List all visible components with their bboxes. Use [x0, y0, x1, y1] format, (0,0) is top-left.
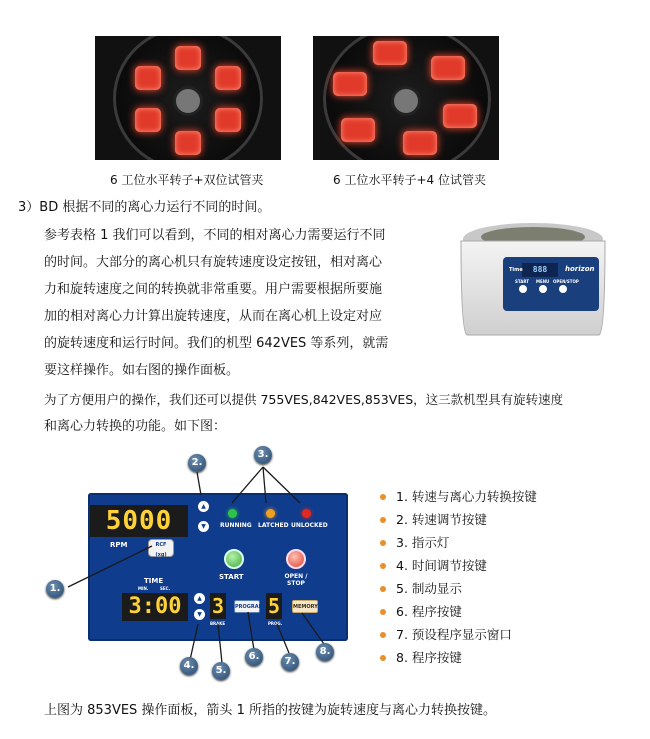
start-button[interactable]	[224, 549, 244, 569]
time-display: 3:00	[122, 593, 188, 621]
callout-5: 5.	[212, 662, 230, 680]
paragraph-line: 的时间。大部分的离心机只有旋转速度设定按钮，相对离心	[44, 255, 383, 270]
latched-label: LATCHED	[258, 522, 289, 529]
rpm-display: 5000	[90, 505, 188, 537]
bullet-icon	[380, 586, 386, 592]
time-down-button[interactable]: ▼	[194, 609, 205, 620]
left-photo-caption: 6 工位水平转子+双位试管夹	[110, 173, 264, 187]
time-label: TIME	[144, 577, 164, 585]
rpm-label: RPM	[110, 541, 128, 549]
callout-8: 8.	[316, 643, 334, 661]
rotor-photo-right	[313, 36, 499, 160]
bullet-icon	[380, 494, 386, 500]
legend-item: 7. 预设程序显示窗口	[378, 623, 537, 646]
program-label: PROG.	[268, 621, 283, 626]
rotor-photo-left	[95, 36, 281, 160]
bullet-icon	[380, 609, 386, 615]
legend-item: 1. 转速与离心力转换按键	[378, 485, 537, 508]
time-sec-label: SEC.	[160, 586, 171, 591]
unlocked-label: UNLOCKED	[291, 522, 328, 529]
rpm-up-button[interactable]: ▲	[198, 501, 209, 512]
start-label: START	[219, 573, 244, 581]
paragraph2-line: 和离心力转换的功能。如下图：	[44, 419, 227, 434]
footer-caption: 上图为 853VES 操作面板，箭头 1 所指的按键为旋转速度与离心力转换按键。	[44, 703, 496, 718]
legend-item: 8. 程序按键	[378, 646, 537, 669]
centrifuge-menu-button[interactable]	[539, 285, 547, 293]
panel-legend	[378, 485, 537, 669]
bullet-icon	[380, 655, 386, 661]
paragraph-line: 加的相对离心力计算出旋转速度，从而在离心机上设定对应	[44, 309, 383, 324]
centrifuge-display-label: Time	[509, 267, 523, 273]
rcf-button[interactable]: RCF (xg)	[148, 539, 174, 557]
section-heading: 3）BD 根据不同的离心力运行不同的时间。	[18, 200, 271, 215]
legend-item: 5. 制动显示	[378, 577, 537, 600]
paragraph-line: 要这样操作。如右图的操作面板。	[44, 363, 240, 378]
centrifuge-menu-label: MENU	[536, 279, 550, 284]
running-label: RUNNING	[220, 522, 252, 529]
callout-1: 1.	[46, 580, 64, 598]
centrifuge-display: 888	[522, 263, 558, 277]
bullet-icon	[380, 540, 386, 546]
bullet-icon	[380, 517, 386, 523]
right-photo-caption: 6 工位水平转子+4 位试管夹	[333, 173, 486, 187]
paragraph2-line: 为了方便用户的操作，我们还可以提供 755VES,842VES,853VES，这三款机型具有旋转速度	[44, 392, 564, 407]
centrifuge-open-stop-label: OPEN/STOP	[553, 279, 579, 284]
centrifuge-start-button[interactable]	[519, 285, 527, 293]
open-stop-button[interactable]	[286, 549, 306, 569]
callout-3: 3.	[254, 446, 272, 464]
callout-7: 7.	[281, 653, 299, 671]
bullet-icon	[380, 632, 386, 638]
open-stop-label: OPEN / STOP	[284, 573, 308, 587]
bullet-icon	[380, 563, 386, 569]
running-indicator-icon	[228, 509, 237, 518]
brake-display: 3	[211, 594, 225, 618]
paragraph-line: 的旋转速度和运行时间。我们的机型 642VES 等系列，就需	[44, 336, 389, 351]
brake-label: BRAKE	[210, 621, 226, 626]
time-min-label: MIN.	[138, 586, 149, 591]
callout-2: 2.	[188, 454, 206, 472]
legend-item: 2. 转速调节按键	[378, 508, 537, 531]
control-panel	[88, 493, 348, 641]
latched-indicator-icon	[266, 509, 275, 518]
paragraph-line: 力和旋转速度之间的转换就非常重要。用户需要根据所要施	[44, 282, 383, 297]
centrifuge-brand: horizon	[565, 265, 595, 273]
legend-item: 3. 指示灯	[378, 531, 537, 554]
legend-item: 4. 时间调节按键	[378, 554, 537, 577]
time-up-button[interactable]: ▲	[194, 593, 205, 604]
memory-button[interactable]: MEMORY	[292, 600, 318, 613]
legend-item: 6. 程序按键	[378, 600, 537, 623]
paragraph-line: 参考表格 1 我们可以看到，不同的相对离心力需要运行不同	[44, 228, 386, 243]
centrifuge-illustration	[447, 217, 619, 343]
callout-6: 6.	[245, 648, 263, 666]
program-display: 5	[267, 594, 281, 618]
callout-4: 4.	[180, 657, 198, 675]
centrifuge-image	[447, 217, 619, 343]
centrifuge-start-label: START	[515, 279, 530, 284]
program-button[interactable]: PROGRAM	[234, 600, 260, 613]
rpm-down-button[interactable]: ▼	[198, 521, 209, 532]
unlocked-indicator-icon	[302, 509, 311, 518]
centrifuge-open-stop-button[interactable]	[559, 285, 567, 293]
